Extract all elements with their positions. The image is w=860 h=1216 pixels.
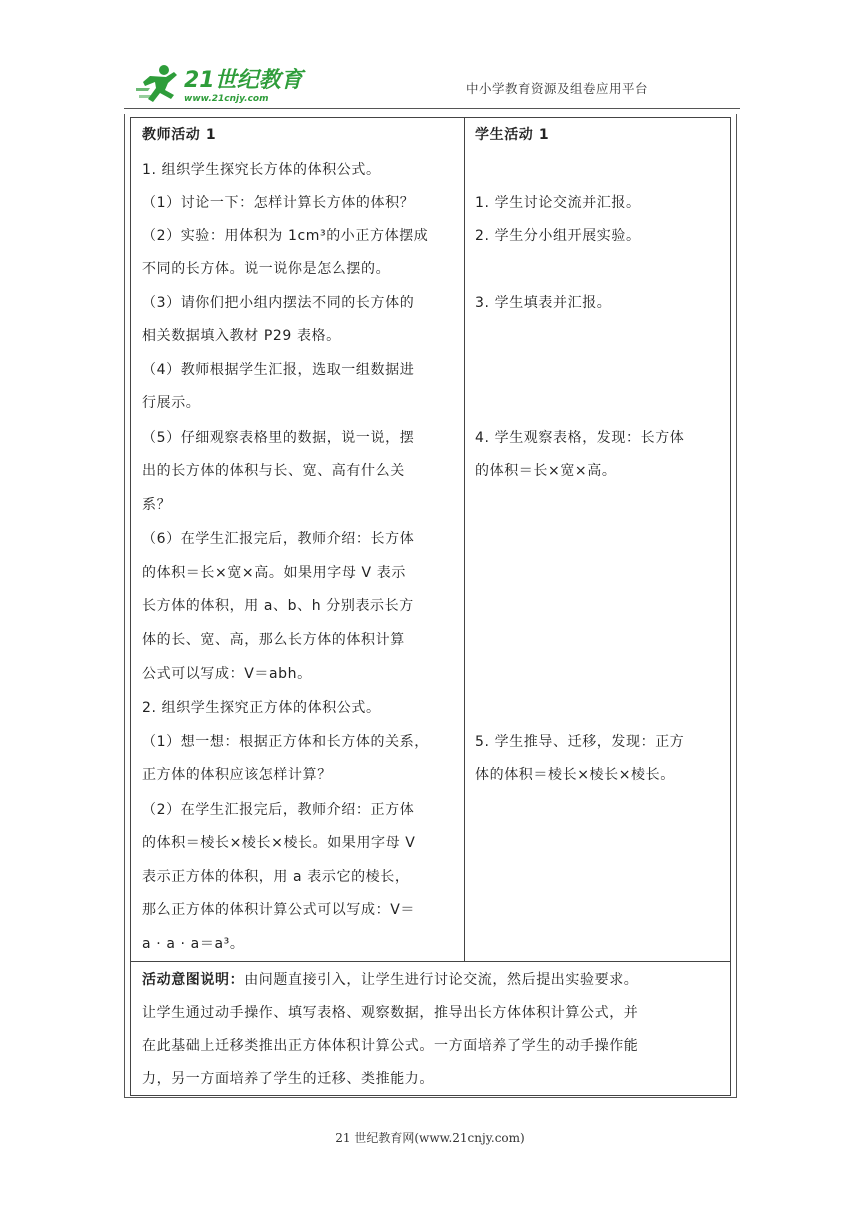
- teacher-line: 的体积＝长×宽×高。如果用字母 V 表示: [142, 565, 406, 581]
- teacher-line: 表示正方体的体积，用 a 表示它的棱长，: [142, 869, 410, 885]
- runner-icon: [136, 65, 177, 102]
- teacher-line: （4）教师根据学生汇报，选取一组数据进: [142, 362, 415, 378]
- student-line: 4. 学生观察表格，发现：长方体: [475, 430, 685, 446]
- teacher-line: （6）在学生汇报完后，教师介绍：长方体: [142, 531, 415, 547]
- teacher-line: 体的长、宽、高，那么长方体的体积计算: [142, 632, 405, 648]
- header-divider: [124, 108, 740, 109]
- teacher-line: 不同的长方体。说一说你是怎么摆的。: [142, 261, 391, 277]
- student-line: 的体积＝长×宽×高。: [475, 463, 617, 479]
- teacher-activity-cell: [131, 118, 465, 961]
- student-activity-title: 学生活动 1: [475, 127, 550, 143]
- platform-name: 中小学教育资源及组卷应用平台: [466, 81, 649, 96]
- teacher-line: （1）讨论一下：怎样计算长方体的体积？: [142, 195, 415, 211]
- teacher-line: 长方体的体积，用 a、b、h 分别表示长方: [142, 598, 414, 614]
- svg-text:21世纪教育: 21世纪教育: [184, 68, 303, 93]
- lesson-table: [130, 117, 731, 1096]
- teacher-line: 的体积＝棱长×棱长×棱长。如果用字母 V: [142, 835, 416, 851]
- page-header: [0, 0, 860, 120]
- intent-row: [130, 962, 731, 1096]
- page-footer: 21 世纪教育网(www.21cnjy.com): [335, 1131, 525, 1145]
- student-line: 5. 学生推导、迁移，发现：正方: [475, 734, 685, 750]
- site-logo: [136, 62, 311, 106]
- teacher-line: （2）在学生汇报完后，教师介绍：正方体: [142, 802, 415, 818]
- teacher-line: （1）想一想：根据正方体和长方体的关系，: [142, 734, 429, 750]
- teacher-line: 正方体的体积应该怎样计算？: [142, 767, 332, 783]
- teacher-line: 1. 组织学生探究长方体的体积公式。: [142, 162, 381, 178]
- teacher-line: （5）仔细观察表格里的数据，说一说，摆: [142, 430, 415, 446]
- student-line: 体的体积＝棱长×棱长×棱长。: [475, 767, 675, 783]
- intent-line: 在此基础上迁移类推出正方体体积计算公式。一方面培养了学生的动手操作能: [142, 1038, 639, 1054]
- teacher-line: （2）实验：用体积为 1cm³的小正方体摆成: [142, 228, 429, 244]
- teacher-line: a · a · a＝a³。: [142, 936, 245, 952]
- student-line: 2. 学生分小组开展实验。: [475, 228, 641, 244]
- teacher-line: 系？: [142, 497, 172, 513]
- teacher-line: 公式可以写成：V＝abh。: [142, 666, 312, 682]
- intent-line: 让学生通过动手操作、填写表格、观察数据，推导出长方体体积计算公式，并: [142, 1005, 639, 1021]
- intent-label: 活动意图说明：: [142, 972, 245, 988]
- activity-row: [130, 117, 731, 962]
- teacher-line: 那么正方体的体积计算公式可以写成：V＝: [142, 902, 415, 918]
- student-line: 1. 学生讨论交流并汇报。: [475, 195, 641, 211]
- teacher-line: 出的长方体的体积与长、宽、高有什么关: [142, 463, 405, 479]
- student-line: 3. 学生填表并汇报。: [475, 295, 612, 311]
- svg-text:www.21cnjy.com: www.21cnjy.com: [184, 94, 269, 104]
- teacher-line: 行展示。: [142, 395, 201, 411]
- teacher-line: 相关数据填入教材 P29 表格。: [142, 328, 341, 344]
- teacher-line: （3）请你们把小组内摆法不同的长方体的: [142, 295, 415, 311]
- teacher-activity-title: 教师活动 1: [142, 127, 217, 143]
- intent-first-line: [142, 970, 638, 990]
- intent-line: 由问题直接引入，让学生进行讨论交流，然后提出实验要求。: [244, 972, 639, 988]
- intent-line: 力，另一方面培养了学生的迁移、类推能力。: [142, 1071, 434, 1087]
- student-activity-cell: [465, 118, 730, 961]
- teacher-line: 2. 组织学生探究正方体的体积公式。: [142, 700, 381, 716]
